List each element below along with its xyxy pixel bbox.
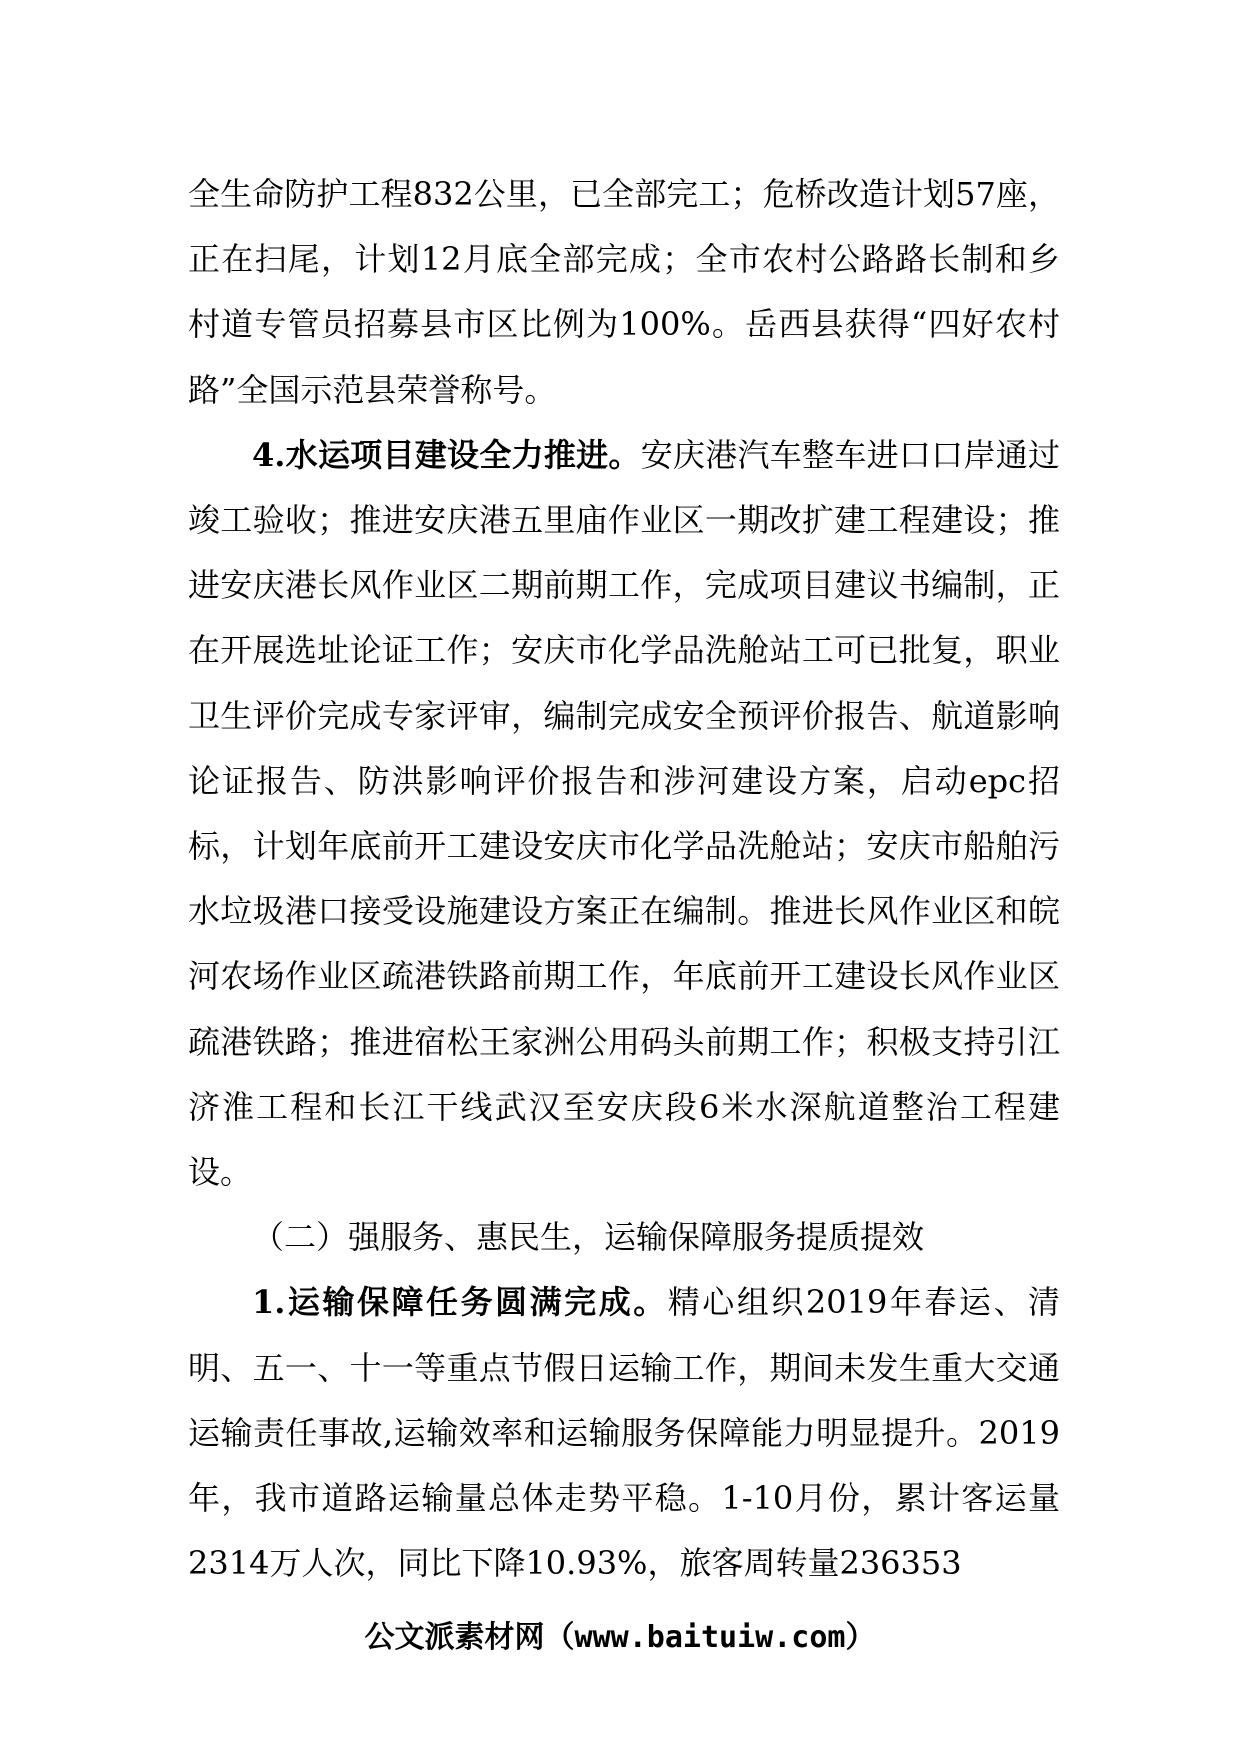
paragraph-1-text: 全生命防护工程832公里，已全部完工；危桥改造计划57座，正在扫尾，计划12月底全部完成；全市农村公路路长制和乡村道专管员招募县市区比例为100%。岳西县获得“四好农村路”全国示范县荣誉称号。 — [188, 175, 1060, 409]
subsection-title — [188, 1205, 1060, 1270]
footer-site-url: （www.baituiw.com） — [544, 1620, 876, 1655]
footer-site-name: 公文派素材网 — [364, 1620, 545, 1655]
body-text — [188, 162, 1060, 1596]
section-heading-water-transport: 4.水运项目建设全力推进。 — [252, 435, 641, 474]
paragraph-2-text: 安庆港汽车整车进口口岸通过竣工验收；推进安庆港五里庙作业区一期改扩建工程建设；推进安庆港长风作业区二期前期工作，完成项目建议书编制，正在开展选址论证工作；安庆市化学品洗舱站工可已批复，职业卫生评价完成专家评审，编制完成安全预评价报告、航道影响论证报告、防洪影响评价报告和涉河建设方案，启动epc招标，计划年底前开工建设安庆市化学品洗舱站；安庆市船舶污水垃圾港口接受设施建设方案正在编制。推进长风作业区和皖河农场作业区疏港铁路前期工作，年底前开工建设长风作业区疏港铁路；推进宿松王家洲公用码头前期工作；积极支持引江济淮工程和长江干线武汉至安庆段6米水深航道整治工程建设。 — [188, 435, 1060, 1192]
paragraph-4 — [188, 1270, 1060, 1596]
page-footer — [0, 1612, 1240, 1656]
paragraph-2 — [188, 423, 1060, 1205]
section-heading-transport-guarantee: 1.运输保障任务圆满完成。 — [252, 1283, 668, 1322]
subsection-title-text: （二）强服务、惠民生，运输保障服务提质提效 — [252, 1218, 925, 1257]
paragraph-4-text: 精心组织2019年春运、清明、五一、十一等重点节假日运输工作，期间未发生重大交通运输责任事故,运输效率和运输服务保障能力明显提升。2019年，我市道路运输量总体走势平稳。1-10月份，累计客运量2314万人次，同比下降10.93%，旅客周转量236353 — [188, 1283, 1060, 1583]
paragraph-1 — [188, 162, 1060, 423]
